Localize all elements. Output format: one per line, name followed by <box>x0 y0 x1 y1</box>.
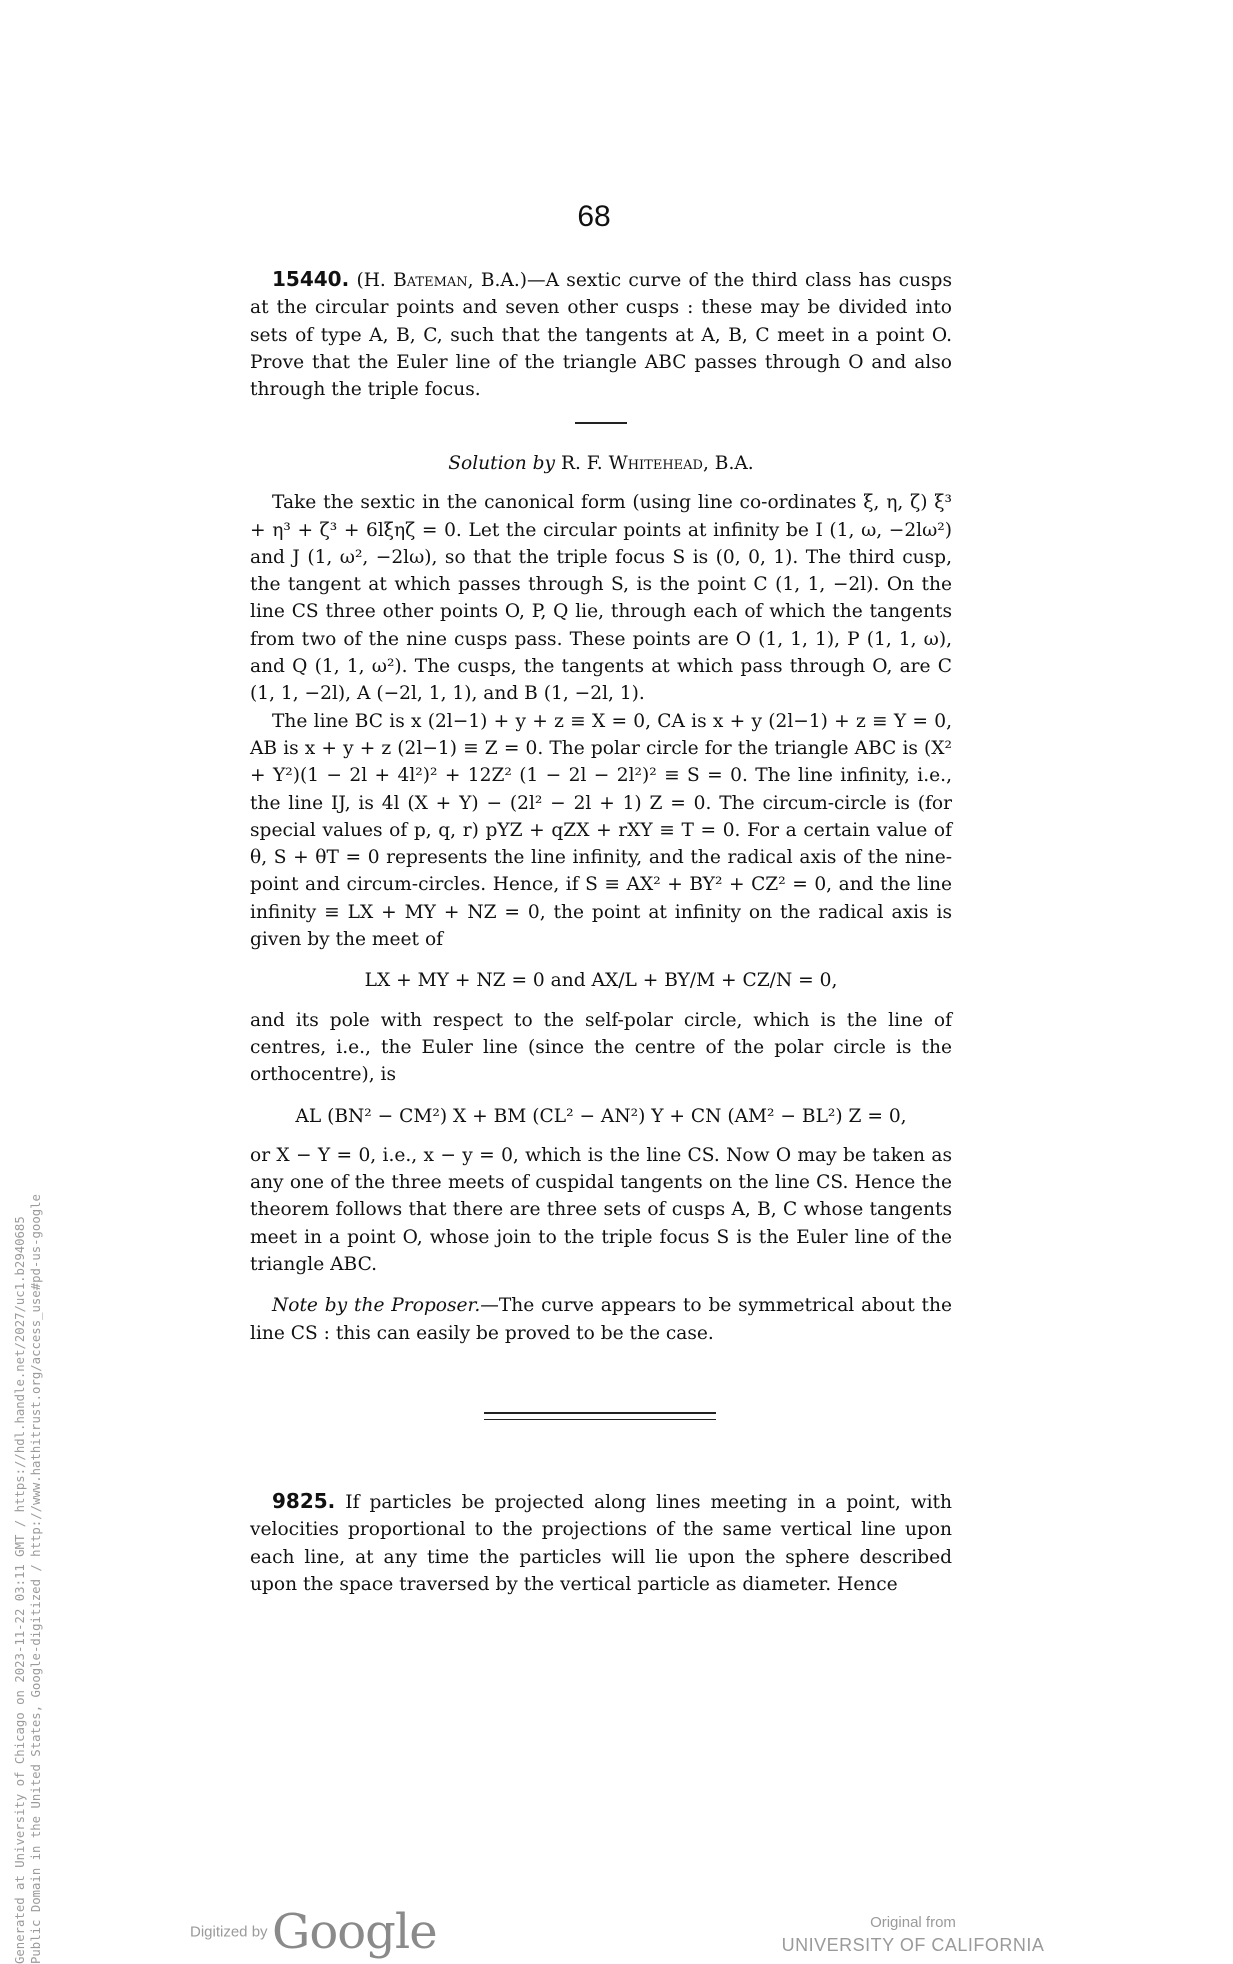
section-double-divider <box>484 1412 716 1420</box>
problem-text: —A sextic curve of the third class has cusps at the circular points and seven other cusps : these may be divided into sets of type A, B, C, such that the tangents at A, B, C meet in a point O. Prove that the Euler line of the triangle ABC passes through O and also through the triple focus. <box>250 270 952 401</box>
solution-author: Whitehead <box>608 453 703 474</box>
solution-paragraph-4: or X − Y = 0, i.e., x − y = 0, which is the line CS. Now O may be taken as any one of the three meets of cuspidal tangents on the line CS. Hence the theorem follows that there are three sets of cusps A, B, C whose tangents meet in a point O, whose join to the triple focus S is the Euler line of the triangle ABC. <box>250 1144 952 1276</box>
solution-suffix: , B.A. <box>702 453 754 474</box>
original-from <box>778 1912 1048 1956</box>
hathitrust-sidebar <box>12 964 44 1964</box>
problem-text: If particles be projected along lines meeting in a point, with velocities proportional to the projections of the same vertical line upon each line, at any time the particles will lie upon the sphere described upon the space traversed by the vertical particle as diameter. Hence <box>250 1492 953 1595</box>
original-from-label: Original from <box>870 1914 956 1931</box>
solution-block <box>250 450 952 1347</box>
problem-author-open: (H. <box>349 270 394 291</box>
problem-number: 9825. <box>272 1489 336 1513</box>
problem-author-close: , B.A.) <box>467 270 528 291</box>
problem-author-name: Bateman <box>393 270 468 291</box>
problem-9825 <box>250 1488 952 1598</box>
digitized-by-label: Digitized by <box>190 1923 268 1941</box>
equation-2: AL (BN² − CM²) X + BM (CL² − AN²) Y + CN (AM² − BL²) Z = 0, <box>295 1105 907 1127</box>
solution-paragraph-3: and its pole with respect to the self-polar circle, which is the line of centres, i.e., the Euler line (since the centre of the polar circle is the orthocentre), is <box>250 1009 952 1086</box>
solution-prefix: Solution by <box>448 453 556 474</box>
equation-1: LX + MY + NZ = 0 and AX/L + BY/M + CZ/N = 0, <box>364 970 838 992</box>
solution-heading <box>250 450 952 477</box>
sidebar-line-1: Generated at University of Chicago on 2023-11-22 03:11 GMT / https://hdl.handle.net/2027/uc1.b2940685 <box>13 1216 27 1964</box>
note-text: —The curve appears to be symmetrical about the line CS : this can easily be proved to be the case. <box>250 1295 952 1344</box>
solution-paragraph-1: Take the sextic in the canonical form (using line co-ordinates ξ, η, ζ) ξ³ + η³ + ζ³ + 6lξηζ = 0. Let the circular points at infinity be I (1, ω, −2lω²) and J (1, ω², −2lω), so that the triple focus S is (0, 0, 1). The third cusp, the tangent at which passes through S, is the point C (1, 1, −2l). On the line CS three other points O, P, Q lie, through each of which the tangents from two of the nine cusps pass. These points are O (1, 1, 1), P (1, 1, ω), and Q (1, 1, ω²). The cusps, the tangents at which pass through O, are C (1, 1, −2l), A (−2l, 1, 1), and B (1, −2l, 1). <box>250 492 952 705</box>
solution-paragraph-2: The line BC is x (2l−1) + y + z ≡ X = 0, CA is x + y (2l−1) + z ≡ Y = 0, AB is x + y + z (2l−1) ≡ Z = 0. The polar circle for the triangle ABC is (X² + Y²)(1 − 2l + 4l²)² + 12Z² (1 − 2l − 2l²)² ≡ S = 0. The line infinity, i.e., the line IJ, is 4l (X + Y) − (2l² − 2l + 1) Z = 0. The circum-circle is (for special values of p, q, r) pYZ + qZX + rXY ≡ T = 0. For a certain value of θ, S + θT = 0 represents the line infinity, and the radical axis of the nine-point and circum-circles. Hence, if S ≡ AX² + BY² + CZ² = 0, and the line infinity ≡ LX + MY + NZ = 0, the point at infinity on the radical axis is given by the meet of <box>250 710 952 951</box>
problem-number: 15440. <box>272 267 350 291</box>
section-divider <box>575 422 627 424</box>
sidebar-line-2: Public Domain in the United States, Google-digitized / http://www.hathitrust.org/access_use#pd-us-google <box>29 1194 43 1964</box>
proposer-note <box>250 1292 952 1347</box>
solution-initials: R. F. <box>555 453 609 474</box>
note-label: Note by the Proposer. <box>272 1295 481 1317</box>
google-logo: Google <box>272 1904 437 1960</box>
page-number: 68 <box>577 200 611 233</box>
problem-15440 <box>250 266 952 403</box>
university-name: UNIVERSITY OF CALIFORNIA <box>781 1935 1045 1955</box>
digitized-by-google <box>190 1904 437 1960</box>
